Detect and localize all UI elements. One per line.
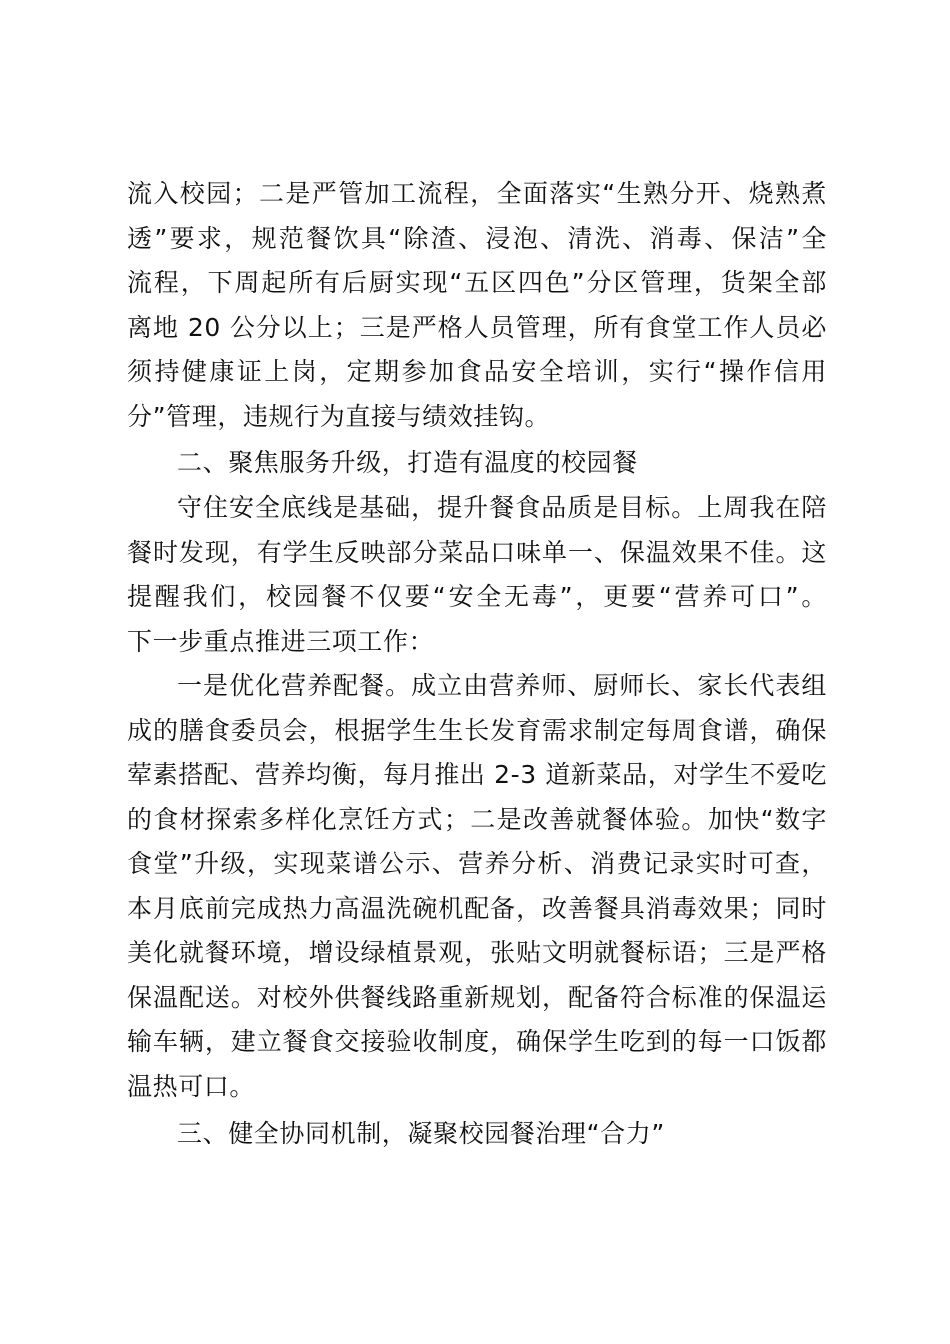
text-line: 须持健康证上岗，定期参加食品安全培训，实行“操作信用 — [127, 357, 827, 386]
text-line: 输车辆，建立餐食交接验收制度，确保学生吃到的每一口饭都 — [127, 1027, 827, 1056]
text-line: 下一步重点推进三项工作： — [127, 626, 435, 656]
text-line: 美化就餐环境，增设绿植景观，张贴文明就餐标语；三是严格 — [127, 938, 827, 967]
text-line: 餐时发现，有学生反映部分菜品口味单一、保温效果不佳。这 — [127, 537, 827, 567]
text-line: 守住安全底线是基础，提升餐食品质是目标。上周我在陪 — [177, 493, 827, 522]
text-line: 本月底前完成热力高温洗碗机配备，改善餐具消毒效果；同时 — [127, 893, 827, 923]
text-line: 荤素搭配、营养均衡，每月推出 2-3 道新菜品，对学生不爱吃 — [127, 760, 827, 789]
text-line: 成的膳食委员会，根据学生生长发育需求制定每周食谱，确保 — [127, 715, 827, 745]
text-line: 一是优化营养配餐。成立由营养师、厨师长、家长代表组 — [177, 671, 827, 700]
text-line: 流程，下周起所有后厨实现“五区四色”分区管理，货架全部 — [127, 268, 827, 297]
text-line: 流入校园；二是严管加工流程，全面落实“生熟分开、烧熟煮 — [127, 179, 827, 208]
text-line: 的食材探索多样化烹饪方式；二是改善就餐体验。加快“数字 — [127, 804, 827, 834]
text-line: 食堂”升级，实现菜谱公示、营养分析、消费记录实时可查， — [127, 849, 827, 878]
section-heading-3: 三、健全协同机制，凝聚校园餐治理“合力” — [177, 1119, 665, 1148]
paragraph-food-safety-continued — [127, 172, 827, 439]
text-line: 提醒我们，校园餐不仅要“安全无毒”，更要“营养可口”。 — [127, 582, 827, 611]
section-heading-2: 二、聚焦服务升级，打造有温度的校园餐 — [177, 448, 638, 477]
paragraph-three-tasks — [127, 664, 827, 1109]
paragraph-service-upgrade-intro — [127, 486, 827, 664]
text-line: 透”要求，规范餐饮具“除渣、浸泡、清洗、消毒、保洁”全 — [127, 223, 827, 253]
text-line: 离地 20 公分以上；三是严格人员管理，所有食堂工作人员必 — [127, 312, 827, 342]
text-line: 温热可口。 — [127, 1071, 256, 1101]
text-line: 分”管理，违规行为直接与绩效挂钩。 — [127, 401, 551, 431]
text-line: 保温配送。对校外供餐线路重新规划，配备符合标准的保温运 — [127, 982, 827, 1012]
